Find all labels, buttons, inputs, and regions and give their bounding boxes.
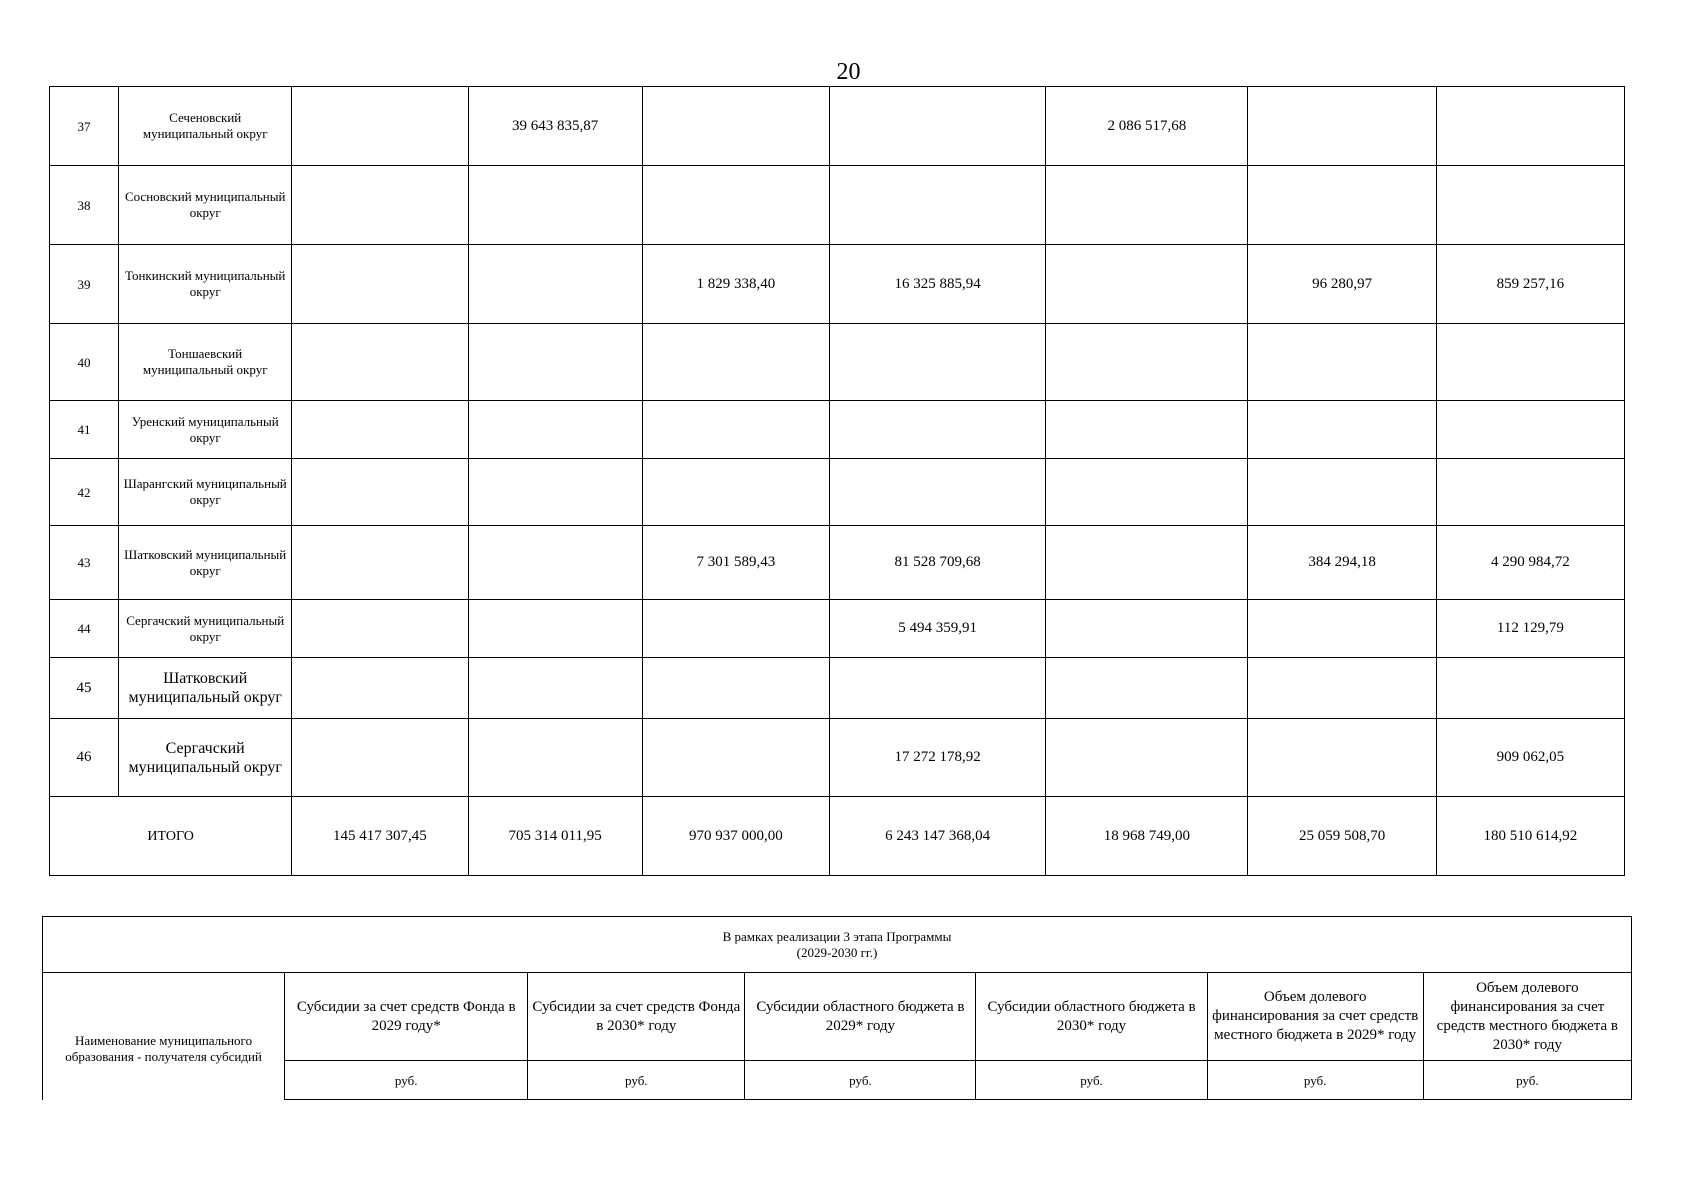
- amount-cell: 1 829 338,40: [642, 245, 829, 324]
- amount-cell: 7 301 589,43: [642, 526, 829, 600]
- amount-cell: 16 325 885,94: [829, 245, 1045, 324]
- amount-cell: 81 528 709,68: [829, 526, 1045, 600]
- amount-cell: [1046, 459, 1248, 526]
- amount-cell: [1046, 719, 1248, 797]
- amount-cell: [292, 658, 468, 719]
- row-number: 46: [50, 719, 119, 797]
- amount-cell: [468, 719, 642, 797]
- municipality-name: Сеченовский муниципальный округ: [119, 87, 292, 166]
- amount-cell: [642, 87, 829, 166]
- stage-title-row: [43, 917, 1632, 973]
- amount-cell: 4 290 984,72: [1436, 526, 1624, 600]
- unit-label: руб.: [528, 1061, 745, 1100]
- amount-cell: [829, 401, 1045, 459]
- row-number: 39: [50, 245, 119, 324]
- total-amount-cell: 970 937 000,00: [642, 797, 829, 876]
- amount-cell: [468, 401, 642, 459]
- table-row: [50, 658, 1625, 719]
- page-number: 20: [836, 59, 861, 85]
- table-body: [50, 87, 1625, 876]
- amount-cell: [292, 526, 468, 600]
- amount-cell: 112 129,79: [1436, 600, 1624, 658]
- total-amount-cell: 145 417 307,45: [292, 797, 468, 876]
- amount-cell: [1436, 324, 1624, 401]
- amount-cell: [642, 719, 829, 797]
- row-number: 45: [50, 658, 119, 719]
- amount-cell: [1046, 401, 1248, 459]
- table-row: [50, 526, 1625, 600]
- amount-cell: [1248, 324, 1436, 401]
- amount-cell: [468, 245, 642, 324]
- row-number: 42: [50, 459, 119, 526]
- total-amount-cell: 18 968 749,00: [1046, 797, 1248, 876]
- unit-label: руб.: [745, 1061, 976, 1100]
- amount-cell: [1248, 166, 1436, 245]
- municipality-name: Тонкинский муниципальный округ: [119, 245, 292, 324]
- amount-cell: 2 086 517,68: [1046, 87, 1248, 166]
- row-number: 38: [50, 166, 119, 245]
- amount-cell: [642, 324, 829, 401]
- amount-cell: [1046, 526, 1248, 600]
- amount-cell: [642, 401, 829, 459]
- amount-cell: [1248, 87, 1436, 166]
- stage-title-line2: (2029-2030 гг.): [796, 944, 878, 960]
- amount-cell: [829, 324, 1045, 401]
- unit-label: руб.: [1207, 1061, 1423, 1100]
- total-amount-cell: 705 314 011,95: [468, 797, 642, 876]
- amount-cell: [1248, 658, 1436, 719]
- column-header: Объем долевого финансирования за счет средств местного бюджета в 2029* году: [1207, 973, 1423, 1061]
- amount-cell: [1046, 600, 1248, 658]
- table-row: [50, 600, 1625, 658]
- table-row: [50, 459, 1625, 526]
- amount-cell: [468, 526, 642, 600]
- table-row: [50, 87, 1625, 166]
- amount-cell: [1436, 658, 1624, 719]
- amount-cell: [292, 401, 468, 459]
- row-number: 43: [50, 526, 119, 600]
- amount-cell: 39 643 835,87: [468, 87, 642, 166]
- amount-cell: [292, 719, 468, 797]
- amount-cell: [829, 459, 1045, 526]
- total-row: [50, 797, 1625, 876]
- total-label: ИТОГО: [50, 797, 292, 876]
- amount-cell: 384 294,18: [1248, 526, 1436, 600]
- column-header: Субсидии областного бюджета в 2029* году: [745, 973, 976, 1061]
- column-header: Объем долевого финансирования за счет средств местного бюджета в 2030* году: [1423, 973, 1631, 1061]
- amount-cell: [1046, 166, 1248, 245]
- row-number: 44: [50, 600, 119, 658]
- amount-cell: [468, 324, 642, 401]
- stage-3-header-table: [42, 916, 1632, 1100]
- municipality-name: Сергачский муниципальный округ: [119, 600, 292, 658]
- amount-cell: 17 272 178,92: [829, 719, 1045, 797]
- amount-cell: [468, 459, 642, 526]
- amount-cell: [829, 87, 1045, 166]
- amount-cell: [1436, 401, 1624, 459]
- amount-cell: [468, 658, 642, 719]
- total-amount-cell: 6 243 147 368,04: [829, 797, 1045, 876]
- municipality-name: Сосновский муниципальный округ: [119, 166, 292, 245]
- amount-cell: [1248, 401, 1436, 459]
- total-amount-cell: 25 059 508,70: [1248, 797, 1436, 876]
- table-row: [50, 245, 1625, 324]
- amount-cell: [292, 245, 468, 324]
- amount-cell: [642, 459, 829, 526]
- amount-cell: [292, 324, 468, 401]
- amount-cell: 909 062,05: [1436, 719, 1624, 797]
- municipality-name-header: Наименование муниципального образования - получателя субсидий: [43, 973, 285, 1100]
- municipality-name: Шатковский муниципальный округ: [119, 526, 292, 600]
- unit-label: руб.: [285, 1061, 528, 1100]
- column-header: Субсидии областного бюджета в 2030* году: [976, 973, 1207, 1061]
- amount-cell: 5 494 359,91: [829, 600, 1045, 658]
- municipality-name: Тоншаевский муниципальный округ: [119, 324, 292, 401]
- subsidy-distribution-table: [49, 86, 1625, 876]
- row-number: 41: [50, 401, 119, 459]
- stage-title: [43, 917, 1632, 973]
- municipality-name: Сергачский муниципальный округ: [119, 719, 292, 797]
- amount-cell: [829, 166, 1045, 245]
- amount-cell: [1248, 719, 1436, 797]
- total-amount-cell: 180 510 614,92: [1436, 797, 1624, 876]
- table-row: [50, 166, 1625, 245]
- amount-cell: 859 257,16: [1436, 245, 1624, 324]
- amount-cell: [468, 166, 642, 245]
- amount-cell: [1248, 459, 1436, 526]
- amount-cell: [1436, 459, 1624, 526]
- municipality-name: Шатковский муниципальный округ: [119, 658, 292, 719]
- amount-cell: [292, 87, 468, 166]
- amount-cell: [642, 166, 829, 245]
- amount-cell: [292, 600, 468, 658]
- unit-label: руб.: [976, 1061, 1207, 1100]
- unit-label: руб.: [1423, 1061, 1631, 1100]
- amount-cell: [1046, 324, 1248, 401]
- amount-cell: [1436, 87, 1624, 166]
- stage-title-line1: В рамках реализации 3 этапа Программы: [722, 928, 952, 944]
- column-header-row: [43, 973, 1632, 1061]
- amount-cell: [642, 600, 829, 658]
- table-row: [50, 401, 1625, 459]
- amount-cell: [1046, 658, 1248, 719]
- amount-cell: [292, 166, 468, 245]
- table-row: [50, 719, 1625, 797]
- amount-cell: [1248, 600, 1436, 658]
- amount-cell: [468, 600, 642, 658]
- amount-cell: [642, 658, 829, 719]
- municipality-name: Уренский муниципальный округ: [119, 401, 292, 459]
- amount-cell: [292, 459, 468, 526]
- table-row: [50, 324, 1625, 401]
- column-header: Субсидии за счет средств Фонда в 2030* году: [528, 973, 745, 1061]
- amount-cell: [1436, 166, 1624, 245]
- amount-cell: [1046, 245, 1248, 324]
- column-header: Субсидии за счет средств Фонда в 2029 году*: [285, 973, 528, 1061]
- row-number: 40: [50, 324, 119, 401]
- municipality-name: Шарангский муниципальный округ: [119, 459, 292, 526]
- row-number: 37: [50, 87, 119, 166]
- amount-cell: [829, 658, 1045, 719]
- amount-cell: 96 280,97: [1248, 245, 1436, 324]
